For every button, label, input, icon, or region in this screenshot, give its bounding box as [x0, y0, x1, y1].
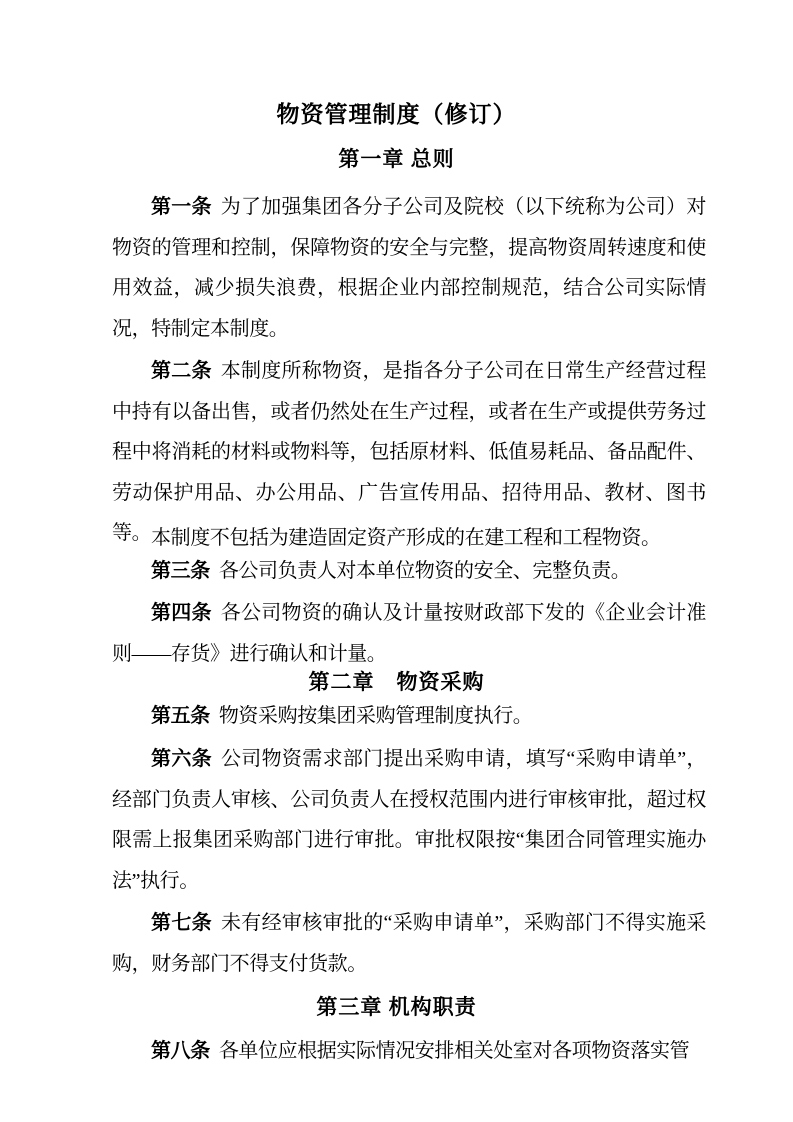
article-2-label: 第二条	[151, 360, 212, 382]
article-5-text: 物资采购按集团采购管理制度执行。	[218, 705, 533, 727]
article-1-label: 第一条	[151, 196, 212, 218]
article-6-paragraph	[112, 739, 706, 901]
article-5-paragraph	[112, 696, 706, 737]
article-1-paragraph	[112, 187, 706, 349]
chapter-2-heading: 第二章 物资采购	[308, 670, 485, 694]
article-3-paragraph	[112, 551, 706, 592]
article-8-paragraph	[112, 1031, 706, 1072]
article-7-text: 未有经审核审批的“采购申请单”，采购部门不得实施采购，财务部门不得支付货款。	[112, 912, 706, 975]
article-4-text: 各公司物资的确认及计量按财政部下发的《企业会计准则——存货》进行确认和计量。	[112, 602, 706, 665]
chapter-1-heading: 第一章 总则	[338, 147, 455, 171]
article-5-label: 第五条	[151, 705, 210, 727]
article-7-paragraph	[112, 903, 706, 984]
article-4-label: 第四条	[151, 602, 212, 624]
article-6-text: 公司物资需求部门提出采购申请，填写“采购申请单”，经部门负责人审核、公司负责人在授权范围内进行审核审批，超过权限需上报集团采购部门进行审批。审批权限按“集团合同管理实施办法”执行。	[112, 748, 706, 892]
article-7-label: 第七条	[151, 912, 212, 934]
article-1-text: 为了加强集团各分子公司及院校（以下统称为公司）对物资的管理和控制，保障物资的安全与完整，提高物资周转速度和使用效益，减少损失浪费，根据企业内部控制规范，结合公司实际情况，特制定本制度。	[112, 196, 706, 340]
article-8-label: 第八条	[151, 1040, 210, 1062]
article-2-text: 本制度所称物资，是指各分子公司在日常生产经营过程中持有以备出售，或者仍然处在生产过程，或者在生产或提供劳务过程中将消耗的材料或物料等，包括原材料、低值易耗品、备品配件、劳动保护用品、办公用品、广告宣传用品、招待用品、教材、图书等。	[112, 360, 706, 544]
document-title: 物资管理制度（修订）	[276, 102, 517, 127]
article-3-label: 第三条	[151, 560, 210, 582]
article-2-continuation-text: 本制度不包括为建造固定资产形成的在建工程和工程物资。	[151, 527, 661, 549]
article-3-text: 各公司负责人对本单位物资的安全、完整负责。	[218, 560, 631, 582]
chapter-3-heading: 第三章 机构职责	[316, 995, 477, 1019]
article-6-label: 第六条	[151, 748, 212, 770]
article-8-text: 各单位应根据实际情况安排相关处室对各项物资落实管	[218, 1040, 690, 1062]
article-4-paragraph	[112, 593, 706, 674]
